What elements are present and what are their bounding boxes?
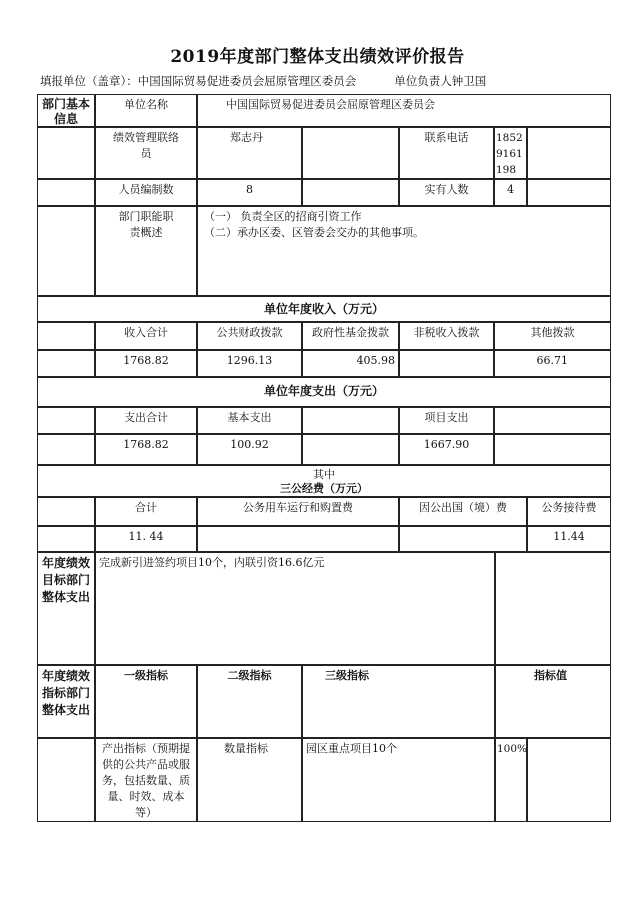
indicator-header: 三级指标	[302, 665, 495, 738]
income-value: 405.98	[302, 350, 399, 377]
expense-project: 1667.90	[399, 434, 494, 465]
income-value: 1296.13	[197, 350, 302, 377]
blank-cell	[37, 434, 95, 465]
income-header: 其他拨款	[494, 322, 611, 350]
blank-cell	[527, 179, 611, 206]
expense-basic-label: 基本支出	[197, 407, 302, 434]
three-public-header-cell: 因公出国（境）费	[399, 497, 527, 526]
duties-label: 部门职能职责概述	[95, 206, 197, 296]
unit-name-label: 单位名称	[95, 94, 197, 127]
blank-cell	[302, 127, 399, 179]
duty-item-2: （二）承办区委、区管委会交办的其他事项。	[204, 226, 424, 239]
duty-item-1: （一） 负责全区的招商引资工作	[204, 210, 362, 223]
indicator-level3: 园区重点项目10个	[302, 738, 495, 822]
report-title: 2019年度部门整体支出绩效评价报告	[170, 47, 465, 67]
expense-project-label: 项目支出	[399, 407, 494, 434]
blank-cell	[37, 526, 95, 552]
blank-cell	[37, 206, 95, 296]
three-public-header-cell: 公务接待费	[527, 497, 611, 526]
header-line	[40, 73, 486, 89]
expense-basic: 100.92	[197, 434, 302, 465]
income-value: 1768.82	[95, 350, 197, 377]
expense-total-label: 支出合计	[95, 407, 197, 434]
indicators-label: 年度绩效指标部门整体支出	[37, 665, 95, 738]
blank-cell	[527, 738, 611, 822]
three-public-header-cell: 合计	[95, 497, 197, 526]
income-header: 收入合计	[95, 322, 197, 350]
staff-label: 人员编制数	[95, 179, 197, 206]
indicator-header: 二级指标	[197, 665, 302, 738]
blank-cell	[37, 127, 95, 179]
income-value	[399, 350, 494, 377]
actual-count: 4	[494, 179, 527, 206]
blank-cell	[37, 179, 95, 206]
three-public-title: 三公经费（万元）	[280, 482, 368, 495]
indicator-value: 100%	[495, 738, 527, 822]
basic-info-label: 部门基本信息	[37, 94, 95, 127]
three-public-value: 11. 44	[95, 526, 197, 552]
three-public-value: 11.44	[527, 526, 611, 552]
contact-name: 郑志丹	[197, 127, 302, 179]
phone-value: 18529161198	[494, 127, 527, 179]
expense-total: 1768.82	[95, 434, 197, 465]
three-public-value	[399, 526, 527, 552]
blank-cell	[495, 552, 611, 665]
blank-cell	[527, 127, 611, 179]
filing-unit: 填报单位（盖章）：中国国际贸易促进委员会屈原管理区委员会	[40, 74, 357, 88]
blank-cell	[494, 407, 611, 434]
indicator-level2: 数量指标	[197, 738, 302, 822]
unit-responsible: 单位负责人钟卫国	[394, 74, 487, 88]
income-header: 公共财政拨款	[197, 322, 302, 350]
annual-target-text: 完成新引进签约项目10个，内联引资16.6亿元	[95, 552, 495, 665]
unit-name-value: 中国国际贸易促进委员会屈原管理区委员会	[197, 94, 611, 127]
staff-count: 8	[197, 179, 302, 206]
phone-label: 联系电话	[399, 127, 494, 179]
of-which-label: 其中	[313, 468, 335, 481]
three-public-value	[197, 526, 399, 552]
income-header: 非税收入拨款	[399, 322, 494, 350]
blank-cell	[494, 434, 611, 465]
expense-section-title: 单位年度支出（万元）	[37, 377, 611, 407]
blank-cell	[37, 738, 95, 822]
blank-cell	[37, 322, 95, 350]
blank-cell	[37, 497, 95, 526]
indicator-header: 指标值	[495, 665, 611, 738]
blank-cell	[37, 350, 95, 377]
blank-cell	[302, 434, 399, 465]
three-public-header	[37, 465, 611, 497]
blank-cell	[302, 407, 399, 434]
income-header: 政府性基金拨款	[302, 322, 399, 350]
indicator-level1: 产出指标（预期提供的公共产品或服务，包括数量、质量、时效、成本等）	[95, 738, 197, 822]
annual-target-label: 年度绩效目标部门整体支出	[37, 552, 95, 665]
income-section-title: 单位年度收入（万元）	[37, 296, 611, 322]
income-value: 66.71	[494, 350, 611, 377]
actual-label: 实有人数	[399, 179, 494, 206]
duties-value	[197, 206, 611, 296]
three-public-header-cell: 公务用车运行和购置费	[197, 497, 399, 526]
blank-cell	[302, 179, 399, 206]
contact-label: 绩效管理联络员	[95, 127, 197, 179]
indicator-header: 一级指标	[95, 665, 197, 738]
blank-cell	[37, 407, 95, 434]
